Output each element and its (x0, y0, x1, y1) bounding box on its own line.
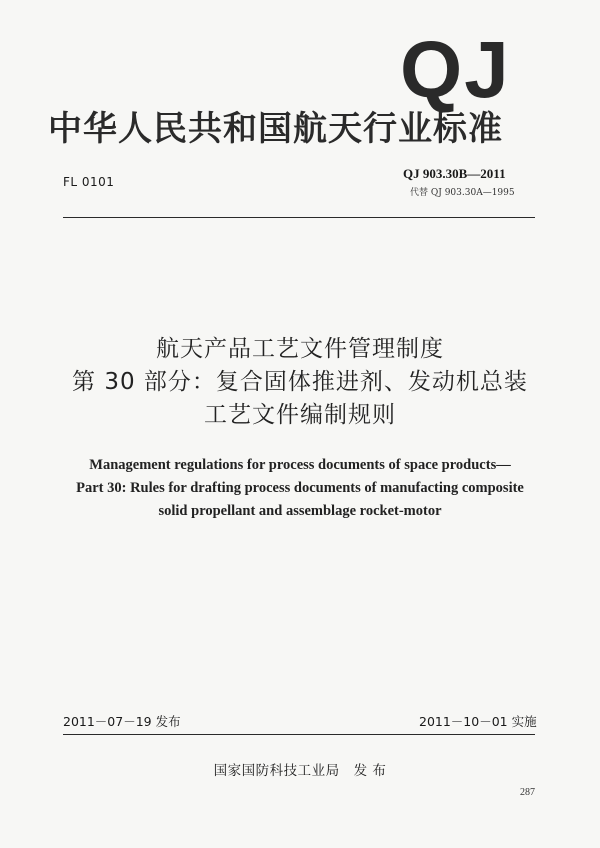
title-cn-line3: 工艺文件编制规则 (204, 402, 396, 428)
title-en-line2: Part 30: Rules for drafting process documents of manufacting composite (76, 480, 524, 496)
classification-code: FL 0101 (63, 175, 115, 189)
replaces-standard: 代替 QJ 903.30A—1995 (410, 188, 515, 198)
title-en-line3: solid propellant and assemblage rocket-motor (158, 503, 442, 519)
page-number: 287 (520, 787, 535, 798)
title-cn-line2: 第 30 部分：复合固体推进剂、发动机总装 (72, 369, 528, 395)
qj-logo: QJ (400, 25, 511, 114)
implement-date: 2011－10－01 实施 (419, 714, 537, 729)
issue-date: 2011－07－19 发布 (63, 714, 181, 729)
standard-category-title: 中华人民共和国航天行业标准 (48, 109, 503, 149)
bottom-divider (63, 734, 535, 735)
top-divider (63, 217, 535, 218)
publisher: 国家国防科技工业局 发 布 (213, 763, 387, 779)
title-cn-line1: 航天产品工艺文件管理制度 (156, 336, 444, 362)
standard-number-text: QJ 903.30B—2011 (403, 166, 506, 181)
title-en-line1: Management regulations for process documents of space products— (89, 457, 511, 473)
standard-number (403, 166, 506, 182)
